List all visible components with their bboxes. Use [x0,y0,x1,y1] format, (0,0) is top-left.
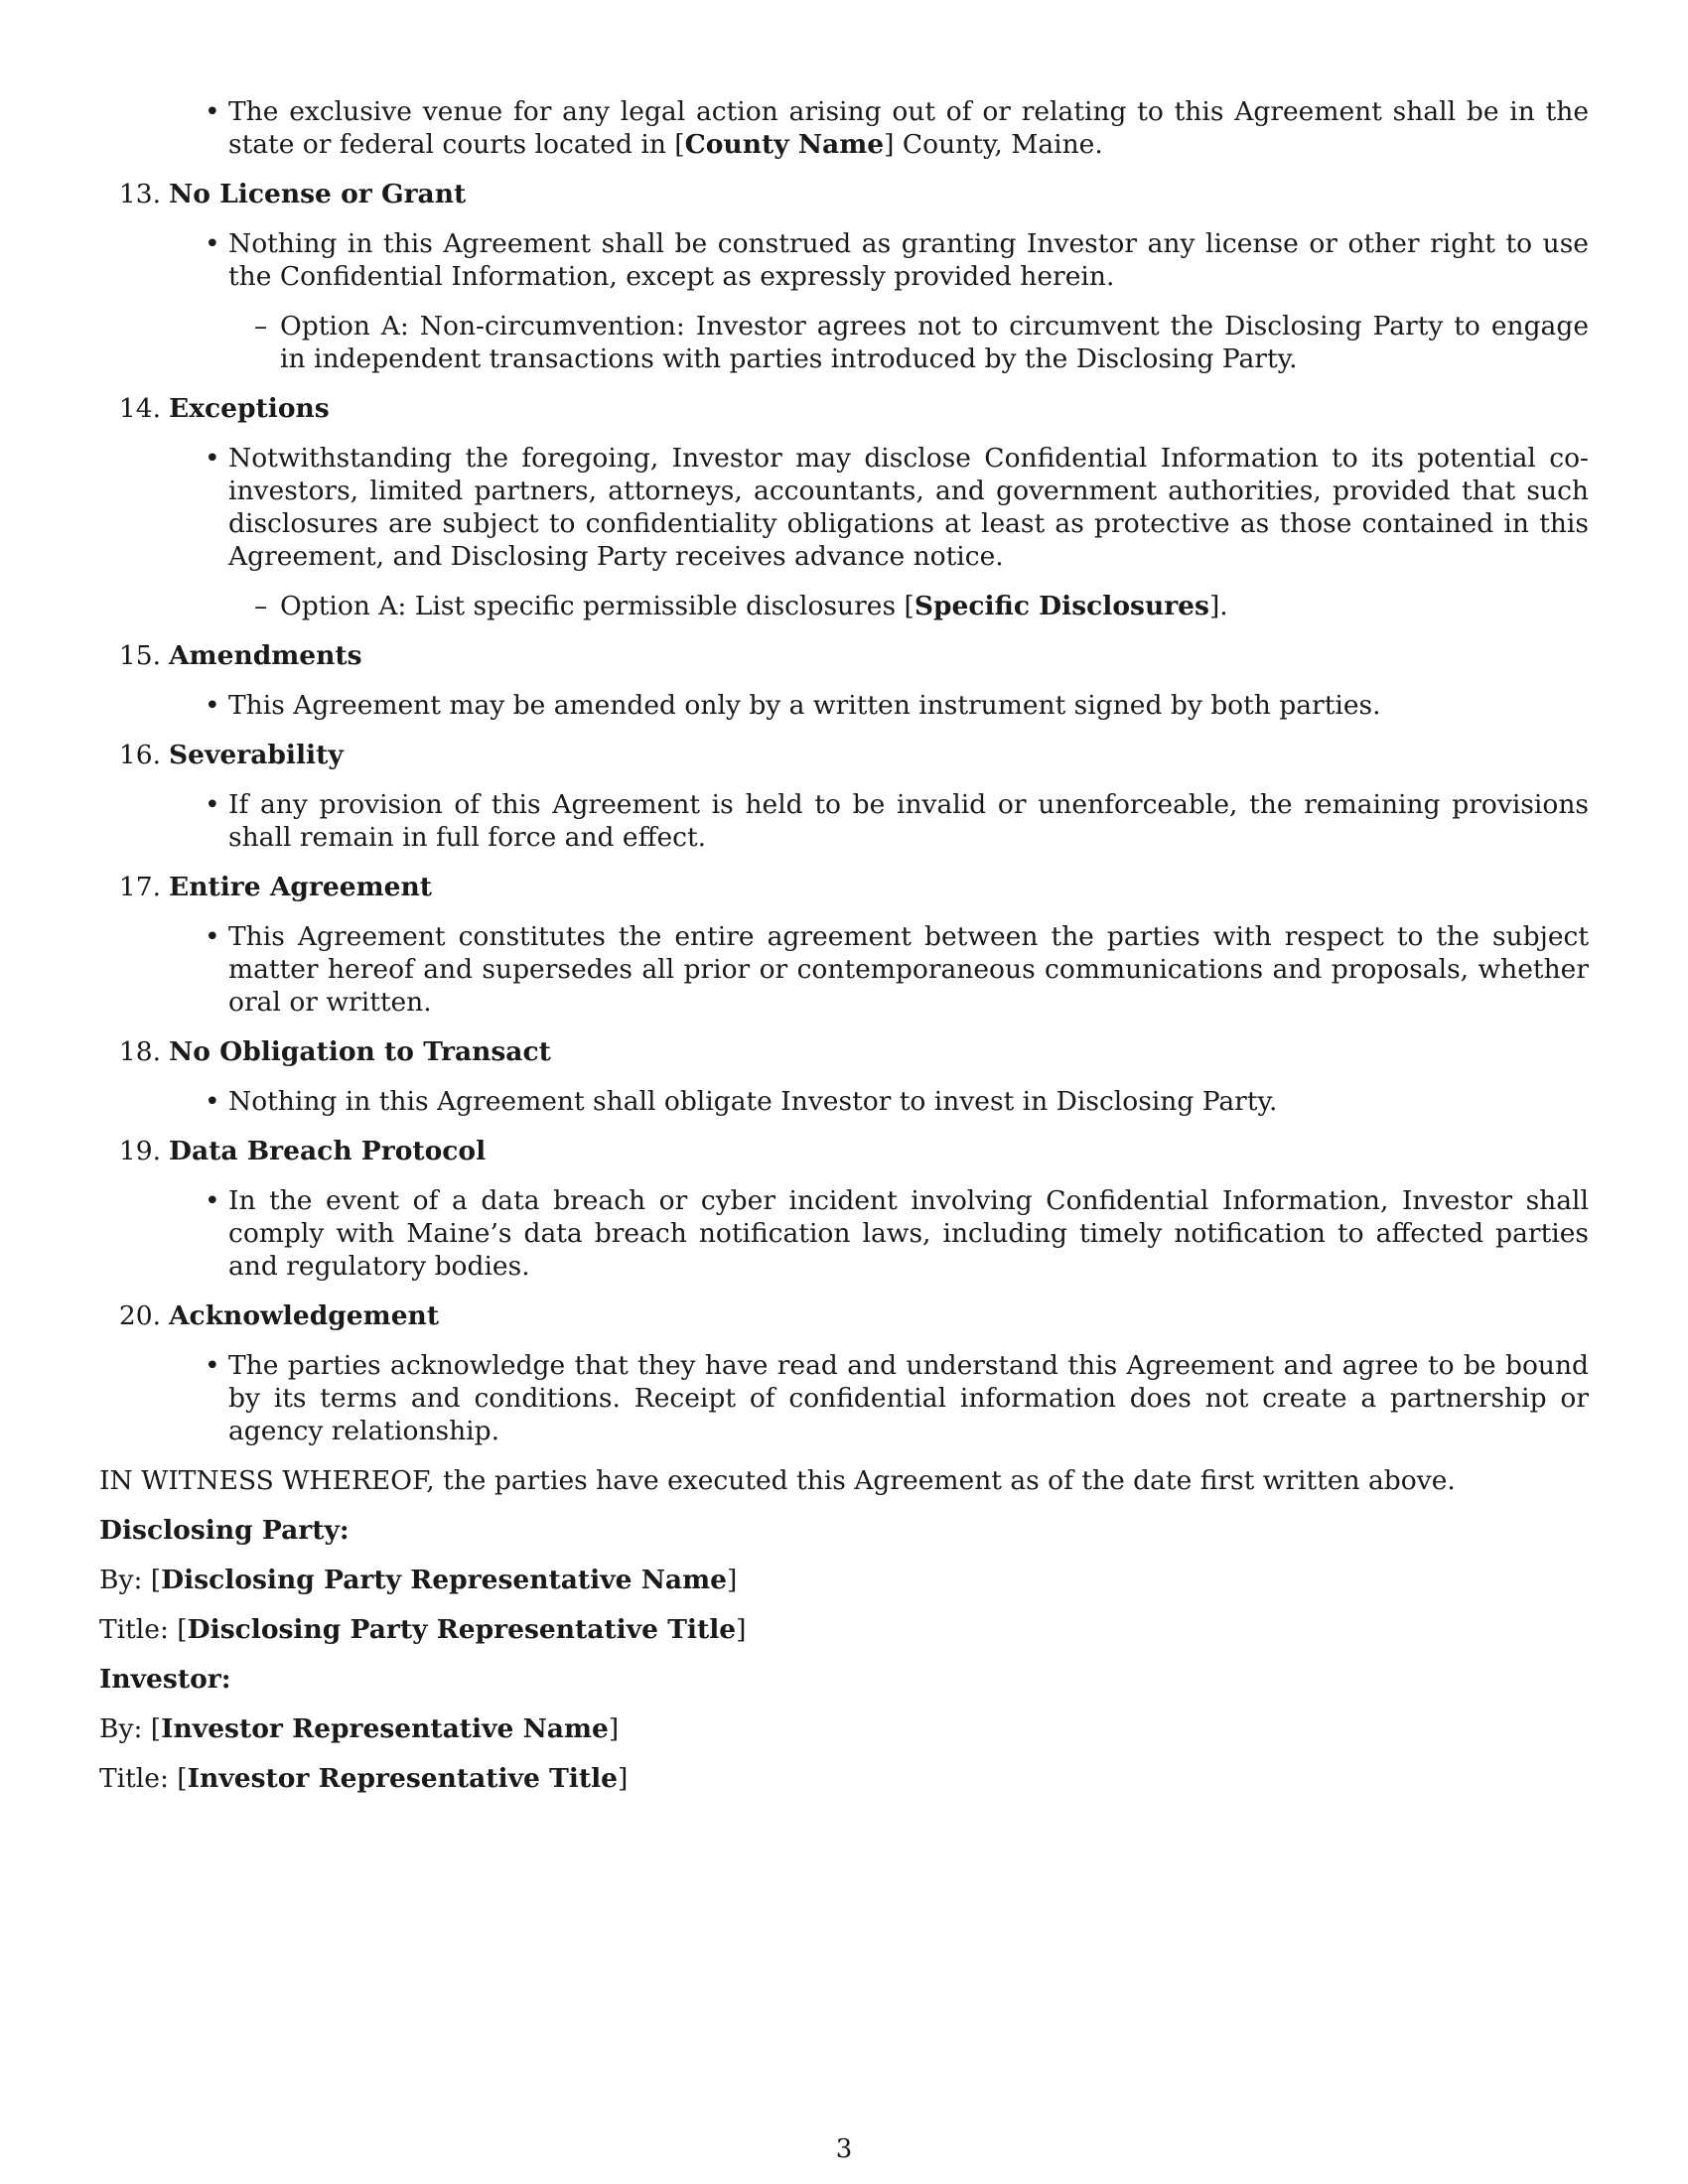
dash-marker: – [254,311,268,341]
section-heading [118,1035,1589,1068]
bullet-marker: • [205,690,220,721]
close-bracket: ] [618,1763,629,1794]
section-16 [99,739,1589,854]
section-number: 20. [118,1300,161,1331]
close-bracket: ] [608,1713,620,1744]
bullet-marker: • [205,789,220,820]
section-bullet [205,689,1589,722]
dash-marker: – [254,591,268,621]
section-13 [99,178,1589,375]
section-bullet [205,1184,1589,1283]
section-number: 18. [118,1036,161,1067]
sub-option-text-pre: Option A: List specific permissible disclosures [ [280,591,914,621]
section-number: 16. [118,740,161,770]
close-bracket: ] [736,1614,747,1645]
section-title: Data Breach Protocol [169,1136,487,1166]
bullet-text: In the event of a data breach or cyber incident involving Confidential Information, Investor shall comply with Maine’s data breach notification laws, including timely notification to affected parties and regulatory bodies. [228,1185,1589,1282]
section-bullet [205,227,1589,293]
section-14 [99,392,1589,622]
sub-option-text: Option A: Non-circumvention: Investor agrees not to circumvent the Disclosing Party to engage in independent transactions with parties introduced by the Disclosing Party. [280,311,1589,374]
section-sub-option [254,590,1589,622]
section-19 [99,1135,1589,1283]
section-number: 17. [118,872,161,902]
investor-rep-name-placeholder: Investor Representative Name [161,1713,609,1744]
disclosing-party-label: Disclosing Party: [99,1515,350,1546]
section-number: 14. [118,393,161,424]
bullet-text: If any provision of this Agreement is held to be invalid or unenforceable, the remaining provisions shall remain in full force and effect. [228,789,1589,853]
disclosing-title-line [99,1613,1589,1646]
bullet-marker: • [205,921,220,952]
section-sub-option [254,310,1589,375]
section-number: 13. [118,179,161,209]
section-title: Exceptions [169,393,330,424]
bullet-marker: • [205,1185,220,1216]
section-18 [99,1035,1589,1118]
section-heading [118,178,1589,210]
venue-text-post: ] County, Maine. [884,129,1103,160]
section-title: Entire Agreement [169,872,432,902]
investor-label: Investor: [99,1664,231,1695]
section-number: 15. [118,640,161,671]
by-label: By: [ [99,1713,162,1744]
bullet-text: Notwithstanding the foregoing, Investor may disclose Confidential Information to its potential co-investors, limited partners, attorneys, accountants, and government authorities, provided that such disclosures are subject to confidentiality obligations at least as protective as those contained in this Agreement, and Disclosing Party receives advance notice. [228,443,1589,572]
county-name-placeholder: County Name [684,129,885,160]
document-page [99,95,1589,1795]
bullet-marker: • [205,443,220,474]
disclosing-rep-name-placeholder: Disclosing Party Representative Name [161,1565,727,1595]
section-heading [118,1135,1589,1167]
title-label: Title: [ [99,1763,188,1794]
title-label: Title: [ [99,1614,188,1645]
bullet-text: This Agreement may be amended only by a written instrument signed by both parties. [228,690,1381,721]
section-title: No Obligation to Transact [169,1036,551,1067]
venue-text-pre: The exclusive venue for any legal action arising out of or relating to this Agreement shall be in the state or federal courts located in [ [228,96,1589,160]
section-heading [118,739,1589,771]
venue-bullet [205,95,1589,161]
section-20 [99,1299,1589,1447]
section-number: 19. [118,1136,161,1166]
section-17 [99,871,1589,1019]
witness-statement: IN WITNESS WHEREOF, the parties have executed this Agreement as of the date first written above. [99,1465,1456,1496]
page-number: 3 [835,2134,853,2164]
investor-title-line [99,1762,1589,1795]
disclosing-by-line [99,1564,1589,1596]
disclosing-rep-title-placeholder: Disclosing Party Representative Title [187,1614,737,1645]
bullet-text: This Agreement constitutes the entire agreement between the parties with respect to the subject matter hereof and supersedes all prior or contemporaneous communications and proposals, whether oral or written. [228,921,1589,1018]
bullet-marker: • [205,96,220,127]
section-bullet [205,788,1589,854]
sub-option-text-post: ]. [1208,591,1228,621]
section-bullet [205,442,1589,573]
bullet-text: Nothing in this Agreement shall be construed as granting Investor any license or other right to use the Confidential Information, except as expressly provided herein. [228,228,1589,292]
bullet-text: The parties acknowledge that they have read and understand this Agreement and agree to be bound by its terms and conditions. Receipt of confidential information does not create a partnership or agency relationship. [228,1350,1589,1446]
section-title: No License or Grant [169,179,467,209]
section-bullet [205,1085,1589,1118]
section-bullet [205,920,1589,1019]
close-bracket: ] [726,1565,738,1595]
bullet-marker: • [205,1086,220,1117]
bullet-text: Nothing in this Agreement shall obligate Investor to invest in Disclosing Party. [228,1086,1278,1117]
section-heading [118,392,1589,425]
investor-by-line [99,1712,1589,1745]
investor-rep-title-placeholder: Investor Representative Title [187,1763,619,1794]
section-heading [118,871,1589,903]
section-title: Acknowledgement [169,1300,440,1331]
section-bullet [205,1349,1589,1447]
section-title: Severability [169,740,344,770]
section-heading [118,639,1589,672]
section-heading [118,1299,1589,1332]
section-title: Amendments [169,640,362,671]
by-label: By: [ [99,1565,162,1595]
specific-disclosures-placeholder: Specific Disclosures [914,591,1209,621]
section-15 [99,639,1589,722]
bullet-marker: • [205,1350,220,1381]
bullet-marker: • [205,228,220,259]
